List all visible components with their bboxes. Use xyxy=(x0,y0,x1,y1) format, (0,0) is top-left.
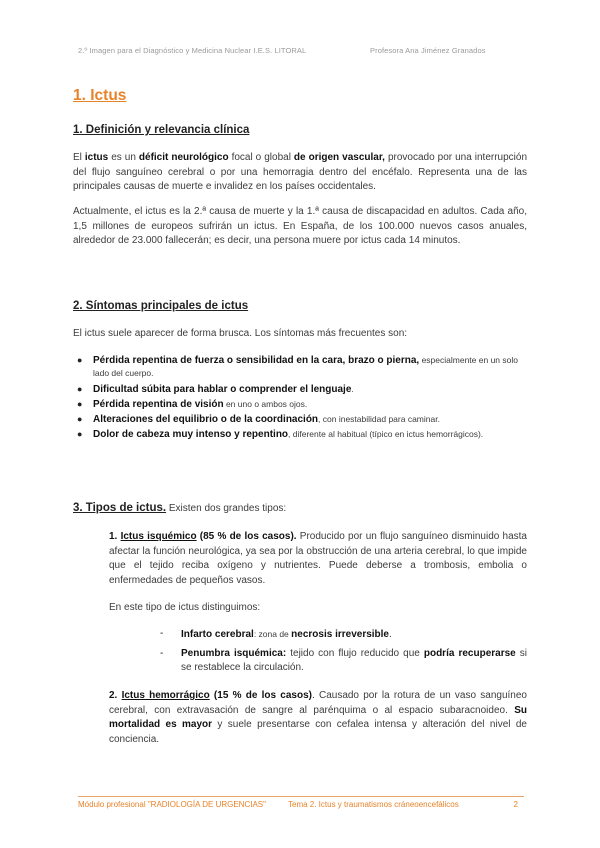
bullet-icon: ● xyxy=(77,398,83,409)
statistics-paragraph: Actualmente, el ictus es la 2.ª causa de muerte y la 1.ª causa de discapacidad en adultos. Cada año, 1,5 millones de europeos sufrirán un ictus. En España, de los 100.000 nuevos casos anuales, alrededor de 23.000 fallecerán; es decir, una persona muere por ictus cada 14 minutos. xyxy=(73,206,527,247)
bold-text: Pérdida repentina de fuerza o sensibilidad en la cara, brazo o pierna, xyxy=(93,355,420,366)
list-item xyxy=(73,428,523,441)
text: si se restablece la circulación. xyxy=(181,647,527,674)
type-percent: (15 % de los casos) xyxy=(209,690,312,701)
text: , con inestabilidad para caminar. xyxy=(318,414,440,425)
bold-text: Su mortalidad es mayor xyxy=(109,704,527,731)
bold-text: Penumbra isquémica: xyxy=(181,647,287,659)
page-header xyxy=(78,46,538,55)
bold-text: Pérdida repentina de visión xyxy=(93,398,224,410)
bold-text: Alteraciones del equilibrio o de la coordinación xyxy=(93,414,319,426)
list-item xyxy=(160,627,527,643)
bullet-icon: ● xyxy=(77,355,83,365)
type-name: Ictus isquémico xyxy=(120,531,197,542)
dash-icon: - xyxy=(160,628,164,639)
text: : zona de xyxy=(253,629,292,639)
type-name: Ictus hemorrágico xyxy=(121,690,210,701)
bullet-icon: ● xyxy=(77,414,83,425)
types-heading-line xyxy=(73,501,527,517)
text: especialmente en un solo lado del cuerpo. xyxy=(93,355,518,379)
type-number: 2. xyxy=(109,690,122,701)
hemorrhagic-stroke-paragraph xyxy=(109,689,527,747)
text: tejido con flujo reducido que xyxy=(286,647,424,659)
text: Producido por un flujo sanguíneo disminuido hasta afectar la función neurológica, ya sea por la obstrucción de una arteria cerebral, lo que impide que el tejido reciba oxígeno y nutrientes. Puede deberse a trombosis, embolia o enfermedades de pequeños vasos. xyxy=(109,531,527,586)
text: en uno o ambos ojos. xyxy=(223,398,308,409)
section-heading-types: 3. Tipos de ictus. xyxy=(73,502,167,514)
text: focal o global xyxy=(228,152,294,163)
bold-text: ictus xyxy=(84,152,109,163)
text: . Causado por la rotura de un vaso sanguíneo cerebral, con extravasación de sangre al parénquima o al espacio subaracnoideo. xyxy=(109,690,527,716)
ischemic-subtypes-list xyxy=(160,627,527,680)
text: . xyxy=(351,383,354,394)
section-heading-symptoms: 2. Síntomas principales de ictus xyxy=(73,300,249,312)
ischemic-stroke-paragraph xyxy=(109,530,527,588)
text: provocado por una interrupción del flujo sanguíneo cerebral o por una hemorragia dentro del encéfalo. Representa una de las principales causas de muerte e invalidez en los países occidentales. xyxy=(73,152,528,193)
header-teacher: Profesora Ana Jiménez Granados xyxy=(370,46,486,55)
types-intro: Existen dos grandes tipos: xyxy=(166,503,287,514)
dash-icon: - xyxy=(160,647,164,659)
bullet-icon: ● xyxy=(77,429,83,440)
page-number: 2 xyxy=(513,800,518,809)
bullet-icon: ● xyxy=(77,383,83,394)
text: , diferente al habitual (típico en ictus hemorrágicos). xyxy=(288,429,484,440)
bold-text: Dolor de cabeza muy intenso y repentino xyxy=(93,429,289,441)
bold-text: necrosis irreversible xyxy=(291,629,389,640)
definition-paragraph xyxy=(73,151,527,195)
type-percent: (85 % de los casos). xyxy=(196,531,297,542)
header-course: 2.º Imagen para el Diagnóstico y Medicina Nuclear I.E.S. LITORAL xyxy=(78,46,307,55)
bold-text: Infarto cerebral xyxy=(181,629,254,640)
distinguish-text: En este tipo de ictus distinguimos: xyxy=(109,602,261,613)
list-item xyxy=(73,398,523,411)
section-heading-definition: 1. Definición y relevancia clínica xyxy=(73,124,250,136)
list-item xyxy=(73,383,523,396)
footer-divider xyxy=(78,796,524,797)
text: El xyxy=(73,152,85,163)
list-item xyxy=(73,413,523,426)
page-footer xyxy=(78,800,524,809)
text: y suele presentarse con cefalea intensa y alteración del nivel de conciencia. xyxy=(109,719,527,745)
text: . xyxy=(389,629,392,640)
document-title: 1. Ictus xyxy=(73,87,127,104)
symptoms-list xyxy=(73,354,523,444)
footer-module: Módulo profesional "RADIOLOGÍA DE URGENCIAS" xyxy=(78,800,266,809)
type-number: 1. xyxy=(109,531,121,542)
footer-topic: Tema 2. Ictus y traumatismos cráneoencefálicos xyxy=(288,800,459,809)
bold-text: de origen vascular, xyxy=(293,152,385,163)
list-item xyxy=(73,354,523,381)
list-item xyxy=(160,647,527,676)
text: es un xyxy=(108,152,139,163)
bold-text: Dificultad súbita para hablar o comprender el lenguaje xyxy=(93,383,352,395)
bold-text: déficit neurológico xyxy=(138,152,229,163)
bold-text: podría recuperarse xyxy=(423,647,516,659)
symptoms-intro: El ictus suele aparecer de forma brusca. Los síntomas más frecuentes son: xyxy=(73,328,408,339)
